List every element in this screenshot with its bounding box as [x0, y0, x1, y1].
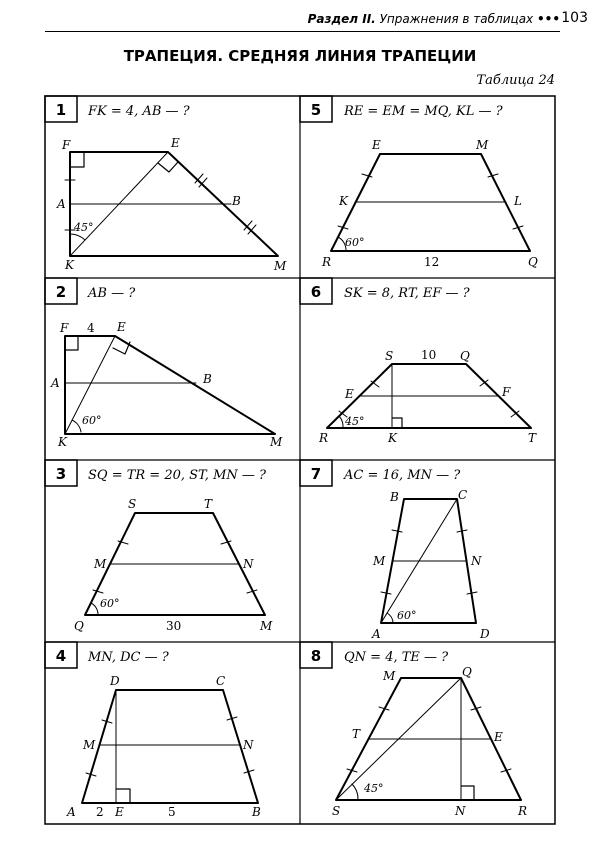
p8-angle: 45°: [364, 782, 384, 795]
p4-seg2: 5: [168, 805, 176, 819]
p5-label-M: M: [476, 138, 489, 152]
problem-2-task: AB — ?: [88, 286, 136, 301]
p1-label-K: K: [65, 258, 74, 272]
p6-label-S: S: [385, 349, 394, 363]
p4-seg1: 2: [96, 805, 104, 819]
p5-label-R: R: [322, 255, 332, 269]
p3-label-N: N: [243, 557, 254, 571]
p5-label-L: L: [514, 194, 522, 208]
p7-label-N: N: [471, 554, 482, 568]
p4-label-E: E: [115, 805, 124, 819]
p8-label-M: M: [383, 669, 396, 683]
p3-angle: 60°: [100, 597, 120, 610]
problem-1-number: 1: [55, 101, 67, 119]
p8-label-T: T: [352, 727, 361, 741]
p2-label-B: B: [203, 372, 212, 386]
p5-label-E: E: [372, 138, 381, 152]
p4-label-D: D: [110, 674, 120, 688]
p6-top: 10: [421, 348, 437, 362]
p4-label-A: A: [67, 805, 76, 819]
problem-4-figure: [82, 690, 258, 803]
header-marker: •••: [536, 12, 560, 26]
p5-label-K: K: [339, 194, 348, 208]
p4-label-N: N: [243, 738, 254, 752]
section-subtitle: Упражнения в таблицах: [379, 12, 534, 26]
p4-label-B: B: [252, 805, 261, 819]
p6-label-R: R: [319, 431, 329, 445]
p8-label-R: R: [518, 804, 528, 818]
problem-4-number: 4: [55, 647, 67, 665]
problem-6-task: SK = 8, RT, EF — ?: [344, 286, 470, 301]
problem-1-task: FK = 4, AB — ?: [88, 104, 190, 119]
p7-label-C: C: [458, 488, 468, 502]
problem-7-figure: [381, 499, 477, 623]
p8-label-N: N: [455, 804, 466, 818]
p6-angle: 45°: [345, 415, 365, 428]
p5-label-Q: Q: [528, 255, 538, 269]
p7-label-M: M: [373, 554, 386, 568]
p7-angle: 60°: [397, 609, 417, 622]
p1-label-F: F: [62, 138, 71, 152]
p4-label-C: C: [216, 674, 226, 688]
p2-label-M: M: [270, 435, 283, 449]
p3-label-Q: Q: [74, 619, 84, 633]
page-title: ТРАПЕЦИЯ. СРЕДНЯЯ ЛИНИЯ ТРАПЕЦИИ: [123, 47, 477, 65]
p5-base: 12: [424, 255, 440, 269]
p2-label-E: E: [117, 320, 126, 334]
p2-angle: 60°: [82, 414, 102, 427]
p3-label-M: M: [94, 557, 107, 571]
p7-label-A: A: [372, 627, 381, 641]
p1-label-M: M: [274, 259, 287, 273]
page-number: 103: [561, 10, 588, 26]
problem-4-task: MN, DC — ?: [88, 650, 169, 665]
table-label: Таблица 24: [476, 73, 555, 88]
p3-base: 30: [166, 619, 182, 633]
problem-5-number: 5: [310, 101, 322, 119]
p6-label-T: T: [528, 431, 537, 445]
problem-2-number: 2: [55, 283, 67, 301]
p2-label-F: F: [60, 321, 69, 335]
problem-3-task: SQ = TR = 20, ST, MN — ?: [88, 468, 266, 483]
problem-8-task: QN = 4, TE — ?: [344, 650, 449, 665]
p8-label-E: E: [494, 730, 503, 744]
problem-7-task: AC = 16, MN — ?: [344, 468, 461, 483]
problem-5-task: RE = EM = MQ, KL — ?: [344, 104, 503, 119]
p8-label-Q: Q: [462, 665, 472, 679]
section-name: Раздел II.: [307, 12, 376, 26]
p7-label-B: B: [390, 490, 399, 504]
problem-1-figure: [65, 152, 278, 256]
p1-label-A: A: [57, 197, 66, 211]
problem-3-number: 3: [55, 465, 67, 483]
p1-label-E: E: [171, 136, 180, 150]
problem-7-number: 7: [310, 465, 322, 483]
problem-8-number: 8: [310, 647, 322, 665]
p3-label-S: S: [128, 497, 137, 511]
p2-side: 4: [87, 321, 95, 335]
p7-label-D: D: [480, 627, 490, 641]
p6-label-F: F: [502, 385, 511, 399]
p5-angle: 60°: [345, 236, 365, 249]
p6-label-K: K: [388, 431, 397, 445]
p8-label-S: S: [332, 804, 341, 818]
p3-label-M-bottom: M: [260, 619, 273, 633]
p1-label-B: B: [232, 194, 241, 208]
p1-angle: 45°: [74, 221, 94, 234]
p4-label-M: M: [83, 738, 96, 752]
problem-6-number: 6: [310, 283, 322, 301]
p2-label-A: A: [51, 376, 60, 390]
p2-label-K: K: [58, 435, 67, 449]
p6-label-Q: Q: [460, 349, 470, 363]
p3-label-T: T: [204, 497, 213, 511]
p6-label-E: E: [345, 387, 354, 401]
